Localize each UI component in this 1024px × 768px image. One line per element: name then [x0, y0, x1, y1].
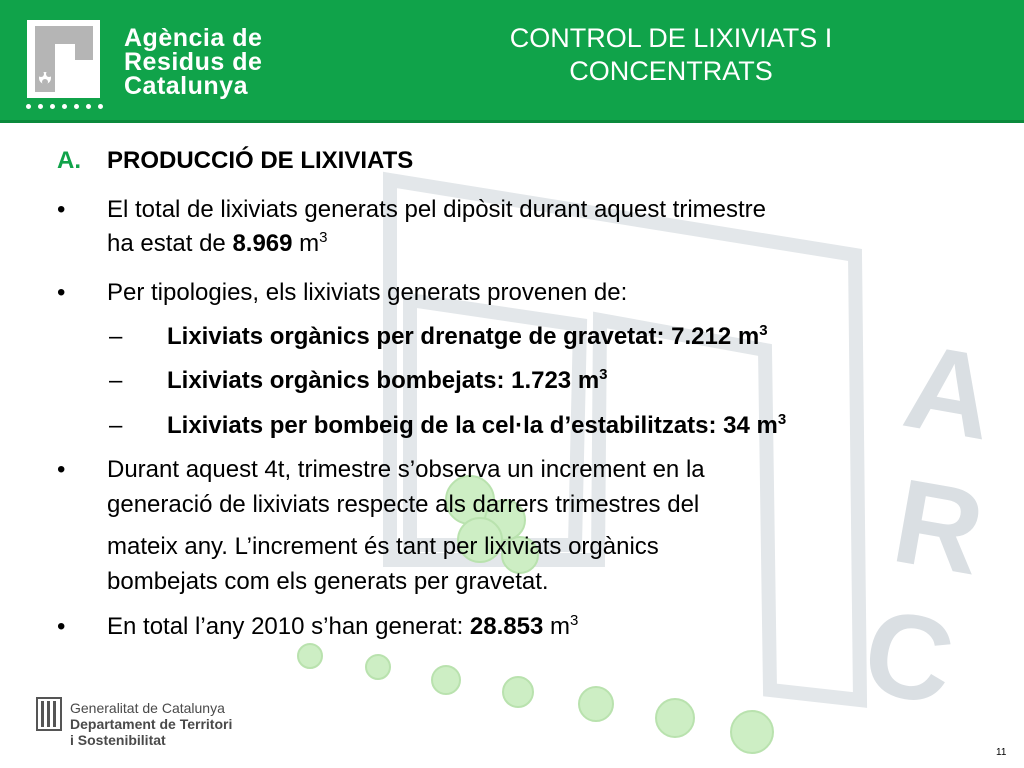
section-heading: PRODUCCIÓ DE LIXIVIATS: [107, 147, 414, 174]
bullet-1-exponent: 3: [319, 229, 328, 246]
generalitat-emblem-icon: [36, 697, 62, 731]
bullet-1-unit: m: [292, 230, 320, 257]
section-marker: A.: [57, 147, 81, 174]
bullet-1-line-2: [107, 229, 328, 258]
bullet-3-line-1: Durant aquest 4t, trimestre s’observa un increment en la: [107, 456, 705, 483]
bullet-4-exponent: 3: [570, 612, 579, 629]
agency-line-3: Catalunya: [124, 72, 248, 100]
slide-title-line-1: CONTROL DE LIXIVIATS I: [509, 23, 833, 53]
bullet-2-symbol: •: [57, 279, 66, 306]
generalitat-line-2: Departament de Territori: [70, 716, 233, 732]
agency-line-1: Agència de: [124, 24, 263, 52]
generalitat-line-1: Generalitat de Catalunya: [70, 700, 225, 716]
slide-title-line-2: CONCENTRATS: [569, 56, 773, 86]
watermark-letter-c: C: [854, 583, 963, 731]
agency-line-2: Residus de: [124, 48, 263, 76]
bullet-1-line-1: El total de lixiviats generats pel dipòsit durant aquest trimestre: [107, 196, 767, 223]
bullet-1-value: 8.969: [232, 230, 293, 257]
bullet-3-symbol: •: [57, 456, 66, 483]
bullet-4-value: 28.853: [469, 613, 544, 640]
sub-2-text: Lixiviats orgànics bombejats: 1.723 $m^3$: [167, 366, 608, 394]
bullet-4-unit: m: [543, 613, 570, 640]
bullet-3-line-3: mateix any. L’increment és tant per lixiviats orgànics: [107, 533, 659, 560]
sub-3-text: Lixiviats per bombeig de la cel·la d’estabilitzats: 34 $m^3$: [167, 411, 787, 439]
generalitat-label: [70, 700, 232, 748]
bullet-3-line-4: bombejats com els generats per gravetat.: [107, 568, 549, 595]
bullet-2-text: Per tipologies, els lixiviats generats provenen de:: [107, 279, 628, 306]
sub-3-dash: –: [109, 412, 123, 439]
bullet-3-line-2: generació de lixiviats respecte als darrers trimestres del: [107, 491, 700, 518]
bullet-4-text: En total l’any 2010 s’han generat:: [107, 613, 470, 640]
watermark-letter-a: A: [895, 318, 1004, 466]
bullet-4-line: [107, 612, 578, 641]
bullet-1-symbol: •: [57, 196, 66, 223]
sub-2-dash: –: [109, 367, 123, 394]
bullet-1-text: ha estat de: [107, 230, 233, 257]
watermark-letter-r: R: [884, 453, 993, 601]
page-number: 11: [996, 747, 1007, 758]
sub-1-text: Lixiviats orgànics per drenatge de gravetat: 7.212 $m^3$: [167, 322, 768, 350]
sub-1-dash: –: [109, 323, 123, 350]
generalitat-line-3: i Sostenibilitat: [70, 732, 166, 748]
bullet-4-symbol: •: [57, 613, 66, 640]
